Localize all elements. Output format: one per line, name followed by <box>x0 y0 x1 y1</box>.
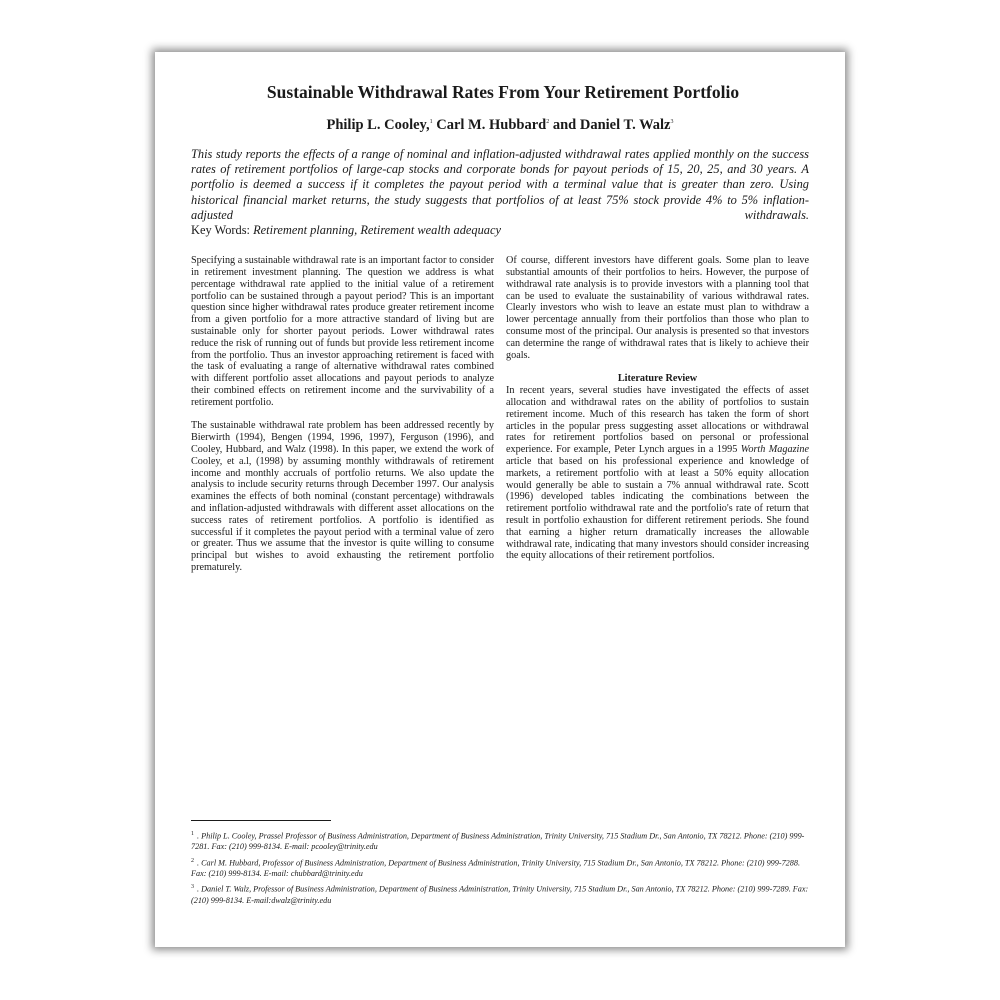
author-cooley: Philip L. Cooley, <box>326 117 430 133</box>
literature-paragraph <box>506 385 809 562</box>
keywords-terms: Retirement planning, Retirement wealth adequacy <box>253 223 501 238</box>
author-line <box>191 117 809 134</box>
abstract: This study reports the effects of a range of nominal and inflation-adjusted withdrawal rates applied monthly on the success rates of retirement portfolios of large-cap stocks and corporate bonds for payout periods of 15, 20, 25, and 30 years. A portfolio is deemed a success if it completes the payout period with a terminal value that is greater than zero. Using historical financial market returns, the study suggests that portfolios of at least 75% stock provide 4% to 5% inflation-adjusted withdrawals. <box>191 147 809 222</box>
footnotes <box>191 820 809 909</box>
footnote-1-mark: 1 <box>191 831 194 837</box>
left-column <box>191 255 494 574</box>
literature-review-heading: Literature Review <box>617 373 698 385</box>
author-hubbard: Carl M. Hubbard <box>432 117 547 133</box>
author-walz: and Daniel T. Walz <box>549 117 671 133</box>
problem-paragraph: The sustainable withdrawal rate problem has been addressed recently by Bierwirth (1994), Bengen (1994, 1996, 1997), Ferguson (1996), and Cooley, Hubbard, and Walz (1998). In this paper, we extend the work of Cooley, et a.l, (1998) by assuming monthly withdrawals of retirement income and monthly accruals of portfolio returns. We also update the analysis to include security returns through December 1997. Our analysis examines the effects of both nominal (constant percentage) withdrawals and inflation-adjusted withdrawals with different asset allocations on the success rates of retirement portfolios. A portfolio is identified as successful if it completes the payout period with a terminal value of zero or greater. Thus we assume that the investor is quite willing to consume principal but wishes to avoid exhausting the retirement portfolio prematurely. <box>191 420 494 573</box>
footnote-walz <box>191 882 809 906</box>
footnote-3-text: . Daniel T. Walz, Professor of Business Administration, Department of Business Administration, Trinity University, 715 Stadium Dr., San Antonio, TX 78212. Phone: (210) 999-7289. Fax: (210) 999-8134. E-mail:dwalz@trinity.edu <box>191 885 809 905</box>
right-column <box>506 255 809 574</box>
footnote-mark-2: 2 <box>546 119 550 126</box>
goals-paragraph: Of course, different investors have different goals. Some plan to leave substantial amounts of their portfolios to heirs. However, the purpose of withdrawal rate analysis is to provide investors with a planning tool that can be used to evaluate the sustainability of various withdrawal rates. Clearly investors who wish to leave an estate must plan to withdraw a lower percentage annually from their portfolios than those who plan to consume most of the principal. Our analysis is presented so that investors can determine the range of withdrawal rates that is likely to achieve their goals. <box>506 255 809 361</box>
keywords <box>191 223 809 238</box>
paper-title: Sustainable Withdrawal Rates From Your Retirement Portfolio <box>266 82 740 102</box>
footnote-2-mark: 2 <box>191 857 194 864</box>
footnote-2-text: . Carl M. Hubbard, Professor of Business Administration, Department of Business Administration, Trinity University, 715 Stadium Dr., San Antonio, TX 78212. Phone: (210) 999-7288. Fax: (210) 999-8134. E-mail: chubbard@trinity.edu <box>191 858 800 878</box>
body-columns <box>191 255 809 574</box>
footnote-1-text: . Philip L. Cooley, Prassel Professor of Business Administration, Department of Business Administration, Trinity University, 715 Stadium Dr., San Antonio, TX 78212. Phone: (210) 999-7281. Fax: (210) 999-8134. E-mail: pcooley@trinity.edu <box>191 831 805 852</box>
intro-paragraph: Specifying a sustainable withdrawal rate is an important factor to consider in retirement investment planning. The question we address is what percentage withdrawal rate applied to the initial value of a retirement portfolio can be sustained through a payout period? This is an important question since higher withdrawal rates produce greater retirement income from a given portfolio for a more attractive standard of living but are sustainable only for shorter payout periods. Lower withdrawal rates reduce the risk of running out of funds but provide less retirement income from the portfolio. Thus an investor approaching retirement is faced with the task of evaluating a range of alternative withdrawal rates combined with different portfolio asset allocations and payout periods to analyze their combined effects on retirement income and the survivability of a retirement portfolio. <box>191 255 494 408</box>
worth-magazine-title: Worth Magazine <box>740 444 809 456</box>
literature-text-a: In recent years, several studies have investigated the effects of asset allocation and withdrawal rates on the ability of portfolios to sustain retirement income. Much of this research has taken the form of short articles in the popular press suggesting asset allocations or withdrawal rates for retirement portfolios based on personal or professional experience. For example, Peter Lynch argues in a 1995 <box>506 385 809 456</box>
footnote-cooley <box>191 829 809 853</box>
literature-text-b: article that based on his professional experience and knowledge of markets, a retirement portfolio with at least a 50% equity allocation would generally be able to sustain a 7% annual withdrawal rate. Scott (1996) developed tables indicating the combinations between the retirement portfolio withdrawal rate and the portfolio's rate of return that result in portfolio exhaustion for different retirement periods. She found that earning a higher return dramatically increases the allowable withdrawal rate, indicating that many investors should consider increasing the equity allocations of their retirement portfolios. <box>506 455 809 562</box>
keywords-label: Key Words: <box>191 223 254 238</box>
footnote-hubbard <box>191 856 809 880</box>
paper-page <box>155 52 845 947</box>
footnote-rule <box>191 820 331 821</box>
footnote-3-mark: 3 <box>191 884 194 891</box>
footnote-mark-3: 3 <box>670 119 674 126</box>
footnote-mark-1: 1 <box>429 119 433 126</box>
